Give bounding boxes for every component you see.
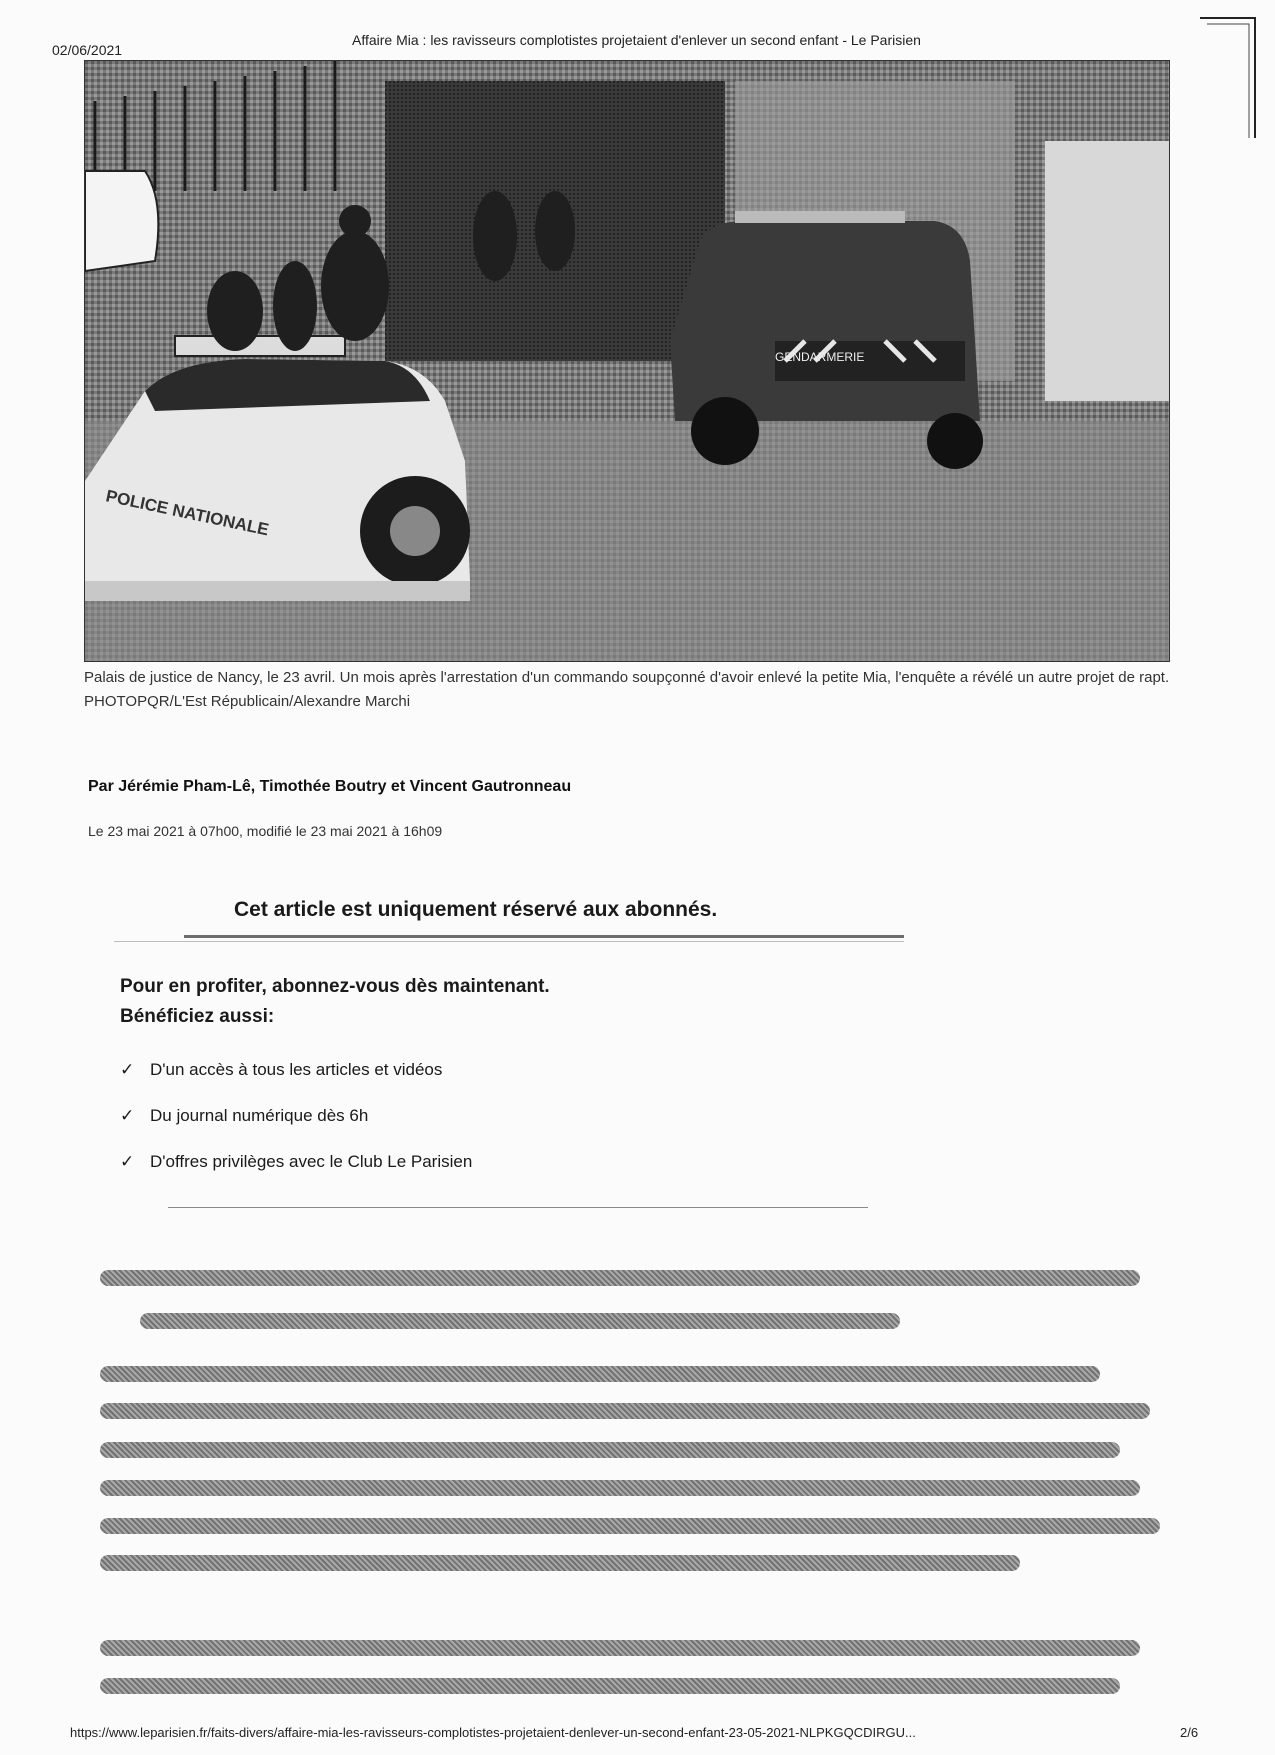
paywall-bottom-border	[168, 1207, 868, 1208]
photo-caption: Palais de justice de Nancy, le 23 avril. Un mois après l'arrestation d'un commando soupçonné d'avoir enlevé la petite Mia, l'enquête a révélé un autre projet de rapt. PHOTOPQR/L'Est Républicain/Alexandre Marchi	[84, 669, 1170, 710]
checkmark-icon: ✓	[120, 1152, 135, 1171]
redacted-article-text	[100, 1270, 1170, 1700]
paywall-box	[94, 890, 904, 1230]
redacted-line	[140, 1313, 900, 1329]
redacted-line	[100, 1555, 1020, 1571]
redacted-line	[100, 1518, 1160, 1534]
benefit-label: Du journal numérique dès 6h	[150, 1106, 369, 1125]
redacted-line	[100, 1270, 1140, 1286]
redacted-line	[100, 1366, 1100, 1382]
benefit-item	[120, 1152, 472, 1198]
redacted-line	[100, 1678, 1120, 1694]
benefit-item	[120, 1106, 472, 1152]
article-photo	[84, 60, 1170, 662]
redacted-line	[100, 1480, 1140, 1496]
paywall-promo	[120, 972, 550, 1032]
redacted-line	[100, 1640, 1140, 1656]
print-page-number: 2/6	[1180, 1725, 1199, 1740]
article-byline: Par Jérémie Pham-Lê, Timothée Boutry et Vincent Gautronneau	[88, 778, 572, 795]
print-page-title: Affaire Mia : les ravisseurs complotistes projetaient d'enlever un second enfant - Le Parisien	[352, 32, 921, 48]
police-sign: POLICE NATIONALE	[104, 486, 271, 540]
print-header	[52, 30, 1055, 58]
redacted-line	[100, 1442, 1120, 1458]
article-dateline: Le 23 mai 2021 à 07h00, modifié le 23 mai 2021 à 16h09	[88, 823, 443, 839]
print-url: https://www.leparisien.fr/faits-divers/affaire-mia-les-ravisseurs-complotistes-projetaient-denlever-un-second-enfant-23-05-2021-NLPKGQCDIRGU...	[70, 1725, 916, 1740]
benefits-list	[120, 1060, 472, 1198]
checkmark-icon: ✓	[120, 1060, 135, 1079]
benefit-label: D'offres privilèges avec le Club Le Parisien	[150, 1152, 473, 1171]
redacted-line	[100, 1403, 1150, 1419]
gendarmerie-sign: GENDARMERIE	[775, 350, 865, 364]
checkmark-icon: ✓	[120, 1106, 135, 1125]
promo-line-benefits: Bénéficiez aussi:	[120, 1006, 275, 1027]
paywall-heading: Cet article est uniquement réservé aux abonnés.	[234, 898, 718, 921]
print-footer	[70, 1725, 1210, 1740]
print-date: 02/06/2021	[52, 42, 123, 58]
paywall-divider-faint	[114, 941, 904, 942]
promo-line-subscribe: Pour en profiter, abonnez-vous dès maintenant.	[120, 976, 550, 997]
scanner-corner-mark	[1195, 10, 1265, 140]
benefit-label: D'un accès à tous les articles et vidéos	[150, 1060, 443, 1079]
paywall-divider	[184, 935, 904, 938]
benefit-item	[120, 1060, 472, 1106]
